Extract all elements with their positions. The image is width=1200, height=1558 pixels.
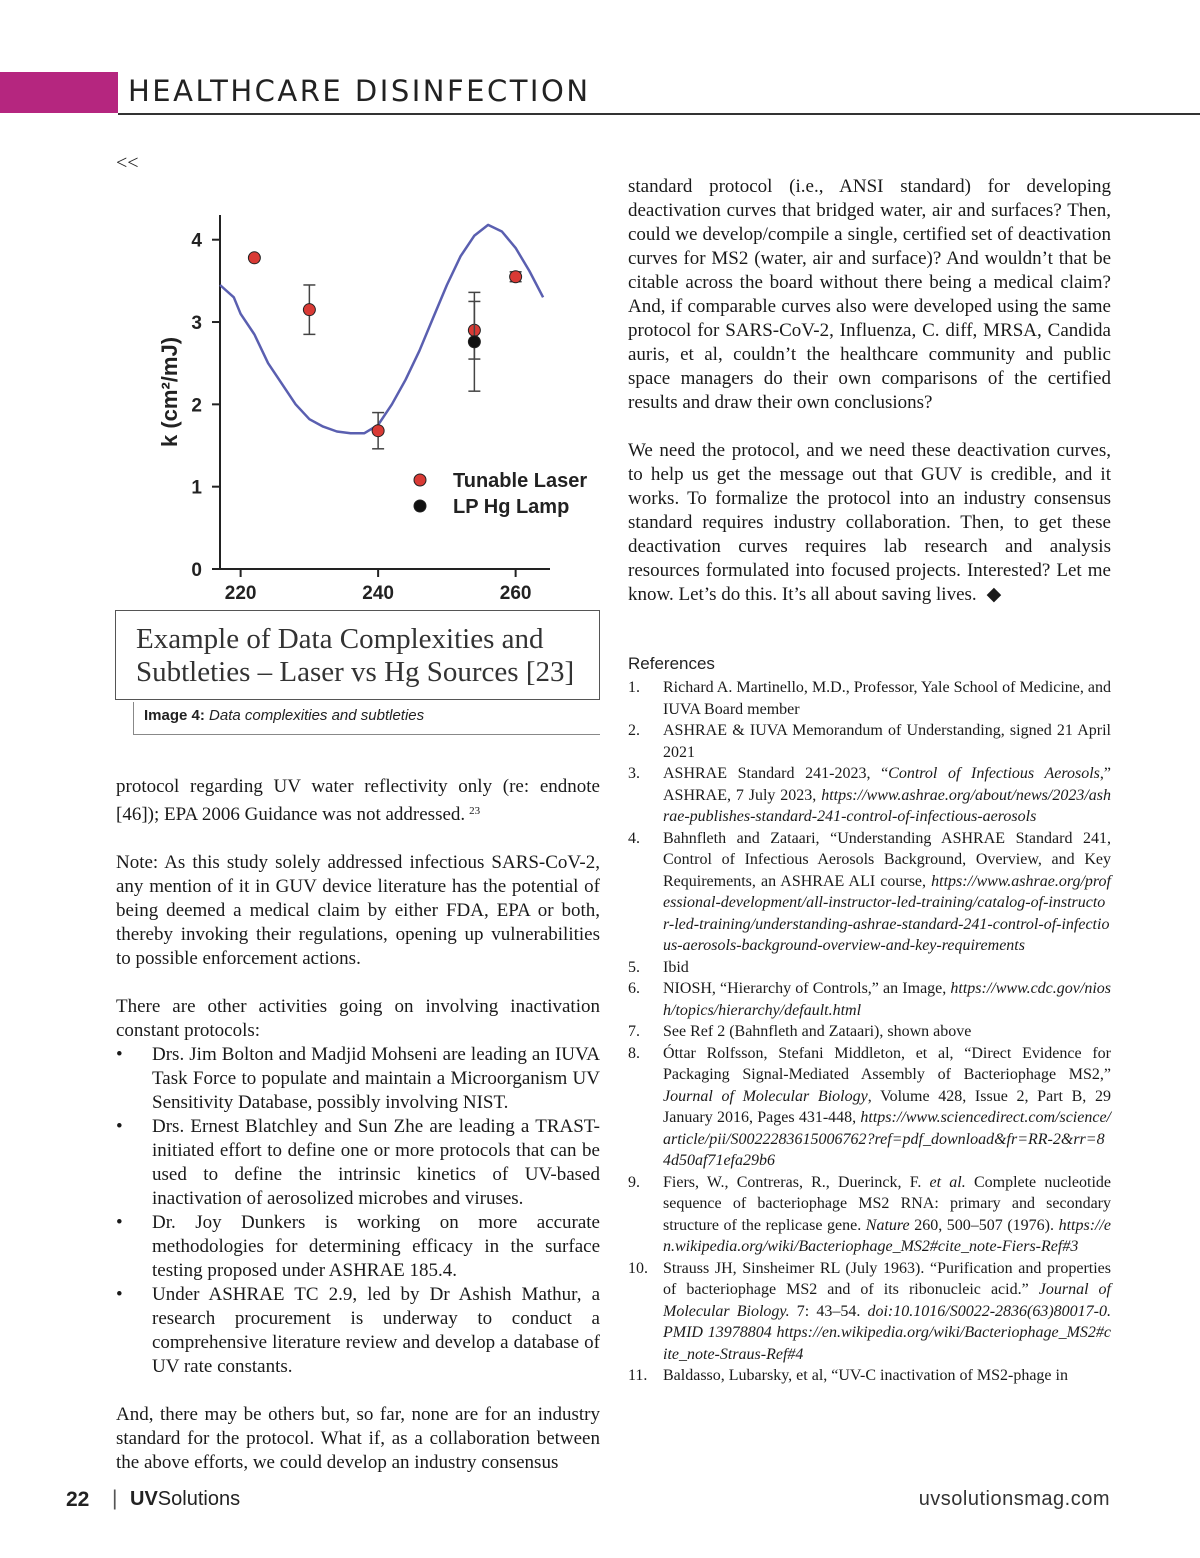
reference-title: Journal of Molecular Biology	[663, 1087, 868, 1105]
legend-marker	[414, 500, 426, 512]
reference-text: ASHRAE & IUVA Memorandum of Understanding, signed 21 April 2021	[663, 722, 1111, 761]
x-tick-label: 260	[499, 583, 532, 604]
reference-text: Strauss JH, Sinsheimer RL (July 1963). “Purification and properties of bacteriophage MS2 and of its ribonucleic acid.”	[663, 1259, 1111, 1298]
chart-title-line-1: Example of Data Complexities and	[136, 623, 544, 655]
y-tick-label: 1	[191, 477, 202, 499]
reference-number: 7.	[628, 1023, 640, 1040]
reference-item	[628, 978, 1111, 1021]
fit-curve	[220, 225, 543, 433]
reference-text: , Volume 428, Issue 2, Part B, 29 January 2016, Pages 431-448,	[663, 1087, 1111, 1126]
figure-chart	[115, 205, 600, 607]
chart-svg	[115, 205, 600, 607]
footer-separator: |	[112, 1487, 118, 1510]
bullet-marker: •	[116, 1284, 123, 1305]
left-paragraph-2: Note: As this study solely addressed infectious SARS-CoV-2, any mention of it in GUV device literature has the potential of being deemed a medical claim by either FDA, EPA or both, thereby invoking their regulations, opening up vulnerabilities to possible enforcement actions.	[116, 852, 600, 969]
reference-number: 1.	[628, 679, 640, 696]
reference-item	[628, 1172, 1111, 1258]
right-paragraph-2	[628, 439, 1111, 607]
reference-number: 10.	[628, 1259, 648, 1277]
reference-item	[628, 1043, 1111, 1172]
reference-number: 5.	[628, 958, 640, 976]
reference-item	[628, 1021, 1111, 1043]
data-point	[468, 336, 480, 348]
reference-number: 8.	[628, 1044, 640, 1062]
figure-caption	[133, 702, 600, 735]
left-paragraph-4: And, there may be others but, so far, none are for an industry standard for the protocol. What if, as a collaboration between the above efforts, we could develop an industry consensus	[116, 1404, 600, 1473]
list-item-text: Dr. Joy Dunkers is working on more accurate methodologies for determining efficacy in the surface testing proposed under ASHRAE 185.4.	[152, 1212, 600, 1281]
reference-item	[628, 1365, 1111, 1387]
data-point	[510, 271, 522, 283]
reference-text: 260, 500–507 (1976).	[909, 1216, 1059, 1234]
x-tick-label: 220	[224, 583, 257, 604]
list-item-text: Drs. Jim Bolton and Madjid Mohseni are leading an IUVA Task Force to populate and maintain a Microorganism UV Sensitivity Database, possibly involving NIST.	[152, 1044, 600, 1113]
legend-label: LP Hg Lamp	[453, 496, 570, 518]
list-item-text: Drs. Ernest Blatchley and Sun Zhe are leading a TRAST-initiated effort to define one or more protocols that can be used to define the intrinsic kinetics of UV-based inactivation of aerosolized microbes and viruses.	[152, 1116, 600, 1209]
section-title: HEALTHCARE DISINFECTION	[128, 74, 591, 108]
y-tick-label: 0	[191, 560, 202, 581]
reference-text: Bahnfleth and Zataari, “Understanding ASHRAE Standard 241, Control of Infectious Aerosols Background, Overview, and Key Requirements, an ASHRAE ALI course,	[663, 829, 1111, 890]
left-paragraph-1-text: protocol regarding UV water reflectivity only (re: endnote [46]); EPA 2006 Guidance was not addressed.	[116, 776, 600, 825]
endnote-superscript: 23	[469, 805, 481, 817]
x-tick-label: 240	[362, 583, 394, 604]
reference-text: Ibid	[663, 958, 689, 976]
figure-caption-text: Data complexities and subtleties	[209, 707, 425, 724]
reference-text: NIOSH, “Hierarchy of Controls,” an Image,	[663, 980, 951, 997]
reference-number: 9.	[628, 1173, 640, 1191]
reference-number: 11.	[628, 1367, 648, 1384]
reference-item	[628, 957, 1111, 979]
bullet-marker: •	[116, 1044, 123, 1065]
references-heading: References	[628, 654, 715, 673]
right-paragraph-2-text: We need the protocol, and we need these deactivation curves, to help us get the message out that GUV is credible, and it works. To formalize the protocol into an industry consensus standard requires industry collaboration. Then, to get these deactivation curves requires lab research and analysis resources formulated into focused projects. Interested? Let me know. Let’s do this. It’s all about saving lives.	[628, 440, 1111, 605]
left-paragraph-3: There are other activities going on involving inactivation constant protocols:	[116, 996, 600, 1041]
legend-label: Tunable Laser	[453, 470, 588, 492]
reference-journal: Nature	[865, 1216, 910, 1234]
reference-title: Journal of Molecular Biology.	[663, 1281, 1112, 1320]
reference-text: Baldasso, Lubarsky, et al, “UV-C inactivation of MS2-phage in	[663, 1367, 1068, 1384]
back-link[interactable]: <<	[116, 152, 139, 174]
reference-text: Complete nucleotide sequence of bacteriophage MS2 RNA: primary and secondary structure of the replicase gene.	[663, 1173, 1111, 1234]
list-item	[116, 1283, 600, 1379]
data-point	[372, 425, 384, 437]
reference-link[interactable]: doi:10.1016/S0022-2836(63)80017-0. PMID 13978804 https://en.wikipedia.org/wiki/Bacteriophage_MS2#cite_note-Straus-Ref#4	[663, 1302, 1111, 1363]
reference-text: 7: 43–54.	[789, 1302, 868, 1320]
right-column	[628, 175, 1111, 607]
reference-text: See Ref 2 (Bahnfleth and Zataari), shown above	[663, 1023, 972, 1040]
reference-link[interactable]: https://www.ashrae.org/professional-development/all-instructor-led-training/catalog-of-instructor-led-training/understanding-ashrae-standard-241-control-of-infectious-aerosols-background-overview-and-key-requirements	[663, 872, 1111, 954]
reference-item	[628, 677, 1111, 720]
reference-text: Fiers, W., Contreras, R., Duerinck, F.	[663, 1173, 930, 1191]
activities-list	[116, 1043, 600, 1379]
reference-item	[628, 828, 1111, 957]
reference-title: Control of Infectious Aerosols	[888, 765, 1100, 782]
reference-number: 6.	[628, 980, 640, 997]
reference-item	[628, 763, 1111, 828]
reference-text: Óttar Rolfsson, Stefani Middleton, et al, “Direct Evidence for Packaging Signal-Mediated Assembly of Bacteriophage MS2,”	[663, 1044, 1111, 1083]
figure-caption-label: Image 4:	[144, 707, 205, 724]
site-url: uvsolutionsmag.com	[918, 1488, 1110, 1510]
reference-number: 2.	[628, 722, 640, 739]
chart-title-line-2: Subtleties – Laser vs Hg Sources [23]	[136, 656, 575, 688]
list-item	[116, 1043, 600, 1115]
reference-text: Richard A. Martinello, M.D., Professor, Yale School of Medicine, and IUVA Board member	[663, 679, 1111, 718]
reference-link[interactable]: https://www.sciencedirect.com/science/article/pii/S0022283615006762?ref=pdf_download&fr=RR-2&rr=84d50af71efa29b6	[663, 1109, 1111, 1169]
header-divider	[118, 113, 1200, 115]
reference-link[interactable]: https://en.wikipedia.org/wiki/Bacteriophage_MS2#cite_note-Fiers-Ref#3	[663, 1216, 1112, 1255]
brand-rest: Solutions	[157, 1488, 241, 1510]
y-axis-label: k (cm²/mJ)	[157, 336, 182, 448]
bullet-marker: •	[116, 1212, 123, 1233]
reference-number: 4.	[628, 829, 640, 847]
left-column	[116, 775, 600, 1475]
brand-bold: UV	[130, 1488, 158, 1510]
left-paragraph-1	[116, 775, 600, 827]
reference-title: et al.	[929, 1173, 966, 1191]
legend-marker	[414, 474, 426, 486]
list-item	[116, 1211, 600, 1283]
list-item	[116, 1115, 600, 1211]
reference-text: ,” ASHRAE, 7 July 2023,	[663, 765, 1111, 804]
y-tick-label: 2	[191, 395, 202, 417]
y-tick-label: 3	[191, 313, 202, 335]
y-tick-label: 4	[191, 230, 202, 252]
header-accent-band	[0, 72, 118, 113]
list-item-text: Under ASHRAE TC 2.9, led by Dr Ashish Mathur, a research procurement is underway to conduct a comprehensive literature review and develop a database of UV rate constants.	[152, 1284, 600, 1377]
page-number: 22	[66, 1488, 90, 1511]
reference-item	[628, 720, 1111, 763]
references-list	[628, 677, 1111, 1387]
data-point	[248, 252, 260, 264]
reference-link[interactable]: https://www.cdc.gov/niosh/topics/hierarchy/default.html	[663, 980, 1111, 1019]
reference-item	[628, 1258, 1111, 1366]
reference-text: ASHRAE Standard 241-2023, “	[663, 765, 889, 782]
end-mark-icon: ◆	[986, 584, 1002, 605]
chart-title-box	[115, 610, 600, 700]
reference-number: 3.	[628, 765, 640, 782]
magazine-brand	[130, 1488, 240, 1511]
references-section	[628, 654, 1111, 1387]
data-point	[303, 304, 315, 316]
right-paragraph-1: standard protocol (i.e., ANSI standard) for developing deactivation curves that bridged water, air and surfaces? Then, could we develop/compile a single, certified set of deactivation curves for MS2 (water, air and surface)? And wouldn’t that be citable across the board without there being a medical claim? And, if comparable curves also were developed using the same protocol for SARS-CoV-2, Influenza, C. diff, MRSA, Candida auris, et al, couldn’t the healthcare community and public space managers do their own comparisons of the certified results and draw their own conclusions?	[628, 176, 1111, 413]
reference-link[interactable]: https://www.ashrae.org/about/news/2023/ashrae-publishes-standard-241-control-of-infectious-aerosols	[663, 786, 1111, 825]
bullet-marker: •	[116, 1116, 123, 1137]
